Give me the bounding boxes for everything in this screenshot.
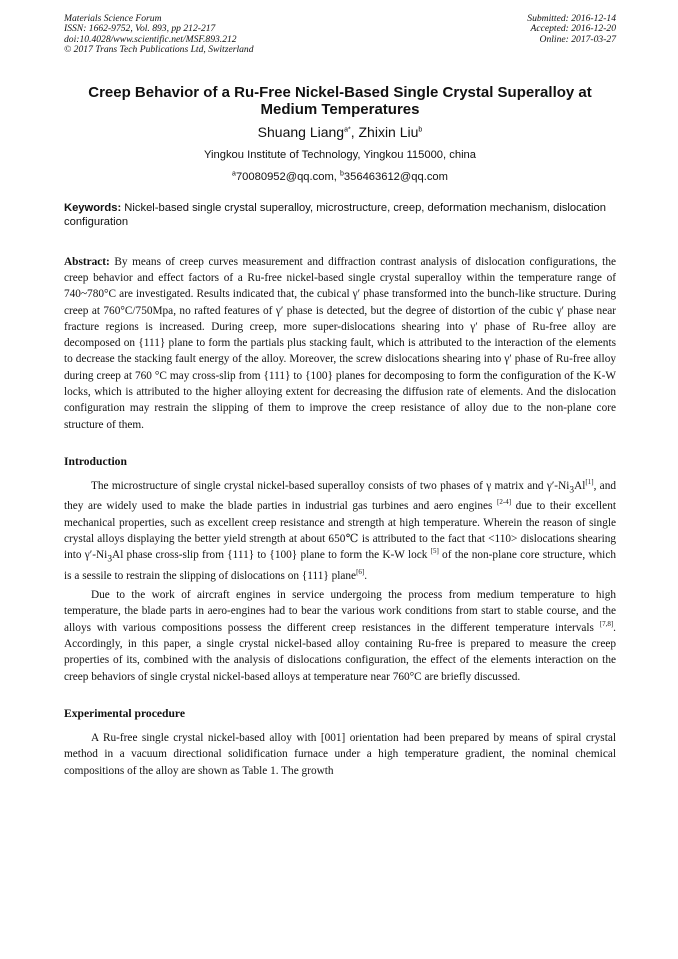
author-superscript: b: [418, 125, 423, 133]
author-name: Zhixin Liu: [358, 123, 419, 140]
paragraph-text: , and they are widely used to make the blade parties in industrial gas turbines and aero engines: [64, 479, 616, 513]
email-superscript: a: [232, 169, 236, 177]
citation[interactable]: [5]: [430, 547, 439, 556]
paragraph-text: . Accordingly, in this paper, a single crystal nickel-based alloy containing Ru-free is prepared to measure the creep properties of its, combined with the analysis of dislocations configuration, the effect of the elements interaction on the creep behaviors of single crystal nickel-based alloys at temperature near 760°C are briefly discussed.: [64, 621, 616, 683]
date-accepted: Accepted: 2016-12-20: [530, 23, 616, 35]
affiliation: Yingkou Institute of Technology, Yingkou 115000, china: [203, 148, 476, 161]
author-line: [64, 124, 616, 140]
introduction-paragraph: [64, 478, 616, 584]
abstract-label: Abstract:: [64, 255, 110, 268]
paragraph-text: .: [364, 569, 368, 582]
journal-name: Materials Science Forum: [64, 13, 162, 24]
section-heading-introduction: Introduction: [64, 454, 127, 468]
citation[interactable]: [7,8]: [599, 620, 614, 628]
citation[interactable]: [1]: [585, 478, 594, 487]
experimental-paragraph: A Ru-free single crystal nickel-based alloy with [001] orientation had been prepared by means of spiral crystal method in a vacuum directional solidification furnace under a high temperature gradient, the nominal chemical compositions of the alloy are shown as Table 1. The growth: [64, 731, 616, 777]
paragraph-text: Al phase cross-slip from {111} to {100} plane to form the K-W lock: [112, 549, 431, 562]
citation[interactable]: [6]: [356, 568, 365, 577]
email-superscript: b: [340, 169, 344, 177]
email-address[interactable]: 356463612@qq.com: [343, 170, 448, 183]
keywords: [64, 201, 616, 229]
paragraph-text: The microstructure of single crystal nickel-based superalloy consists of two phases of γ matrix and γ′-Ni: [91, 479, 570, 492]
author-superscript: a*: [344, 125, 351, 133]
paragraph-text: of the non-plane core structure, which is a sessile to restrain the slipping of dislocations on {111} plane: [64, 549, 616, 582]
subscript: 3: [107, 554, 113, 565]
paper-page: [64, 14, 616, 779]
keywords-label: Keywords:: [64, 201, 122, 214]
date-submitted: Submitted: 2016-12-14: [527, 13, 616, 24]
introduction-paragraph: [64, 587, 616, 685]
email-address[interactable]: 70080952@qq.com,: [235, 170, 340, 183]
paragraph-text: Due to the work of aircraft engines in service undergoing the process from medium temperature to high temperature, the blade parts in aero-engines had to bear the various work conditions from start to stable course, and the alloys with various compositions possess the different creep resistances in the different temperature intervals: [64, 589, 616, 634]
paragraph-text: Al: [574, 479, 586, 492]
journal-header: [64, 14, 616, 56]
journal-copyright: © 2017 Trans Tech Publications Ltd, Switzerland: [64, 44, 254, 56]
author-emails: [64, 171, 616, 183]
date-online: Online: 2017-03-27: [539, 33, 616, 45]
paragraph-text: due to their excellent mechanical properties, such as excellent creep resistance and strength at high temperature. Wherein the reason of single crystal alloys displaying the better yield strength at about 650℃ is attributed to the fact that <110> dislocations shearing into γ′-Ni: [64, 500, 616, 562]
paper-title: Creep Behavior of a Ru-Free Nickel-Based Single Crystal Superalloy at Medium Temperatures: [88, 83, 592, 118]
section-heading-experimental: Experimental procedure: [64, 706, 185, 720]
keywords-text: Nickel-based single crystal superalloy, microstructure, creep, deformation mechanism, dislocation configuration: [64, 201, 606, 228]
publication-dates: [527, 14, 616, 56]
author-name: Shuang Liang: [257, 123, 345, 140]
abstract-text: By means of creep curves measurement and diffraction contrast analysis of dislocation configurations, the creep behavior and effect factors of a Ru-free nickel-based single crystal superalloy within the temperature range of 740~780°C are investigated. Results indicated that, the cubical γ′ phase transformed into the bunch-like structure. During creep at 760°C/750Mpa, no rafted features of γ′ phase is detected, but the degree of distortion of the cubic γ′ phase near fracture regions is increased. During creep, more super-dislocations shearing into γ′ phase of Ru-free alloy are decomposed on {111} plane to form the partials plus stacking fault, which is attributed to the interaction of the elements to decrease the stacking fault energy of the alloy. Moreover, the screw dislocations shearing into γ′ phase of Ru-free alloy during creep at 760 °C may cross-slip from {111} to {100} planes for decomposing to form the configuration of the K-W locks, which is attributed to the higher alloying extent for decreasing the diffusion rate of elements. And the dislocation configuration may restrain the slipping of them to improve the creep resistance of alloy due to the non-plane core structure of them.: [64, 255, 616, 431]
journal-doi[interactable]: doi:10.4028/www.scientific.net/MSF.893.212: [64, 33, 237, 45]
author-separator: ,: [350, 123, 359, 140]
journal-info: [64, 14, 254, 56]
abstract: [64, 254, 616, 433]
citation[interactable]: [2-4]: [497, 498, 512, 507]
journal-issn: ISSN: 1662-9752, Vol. 893, pp 212-217: [64, 23, 216, 35]
subscript: 3: [569, 485, 575, 496]
